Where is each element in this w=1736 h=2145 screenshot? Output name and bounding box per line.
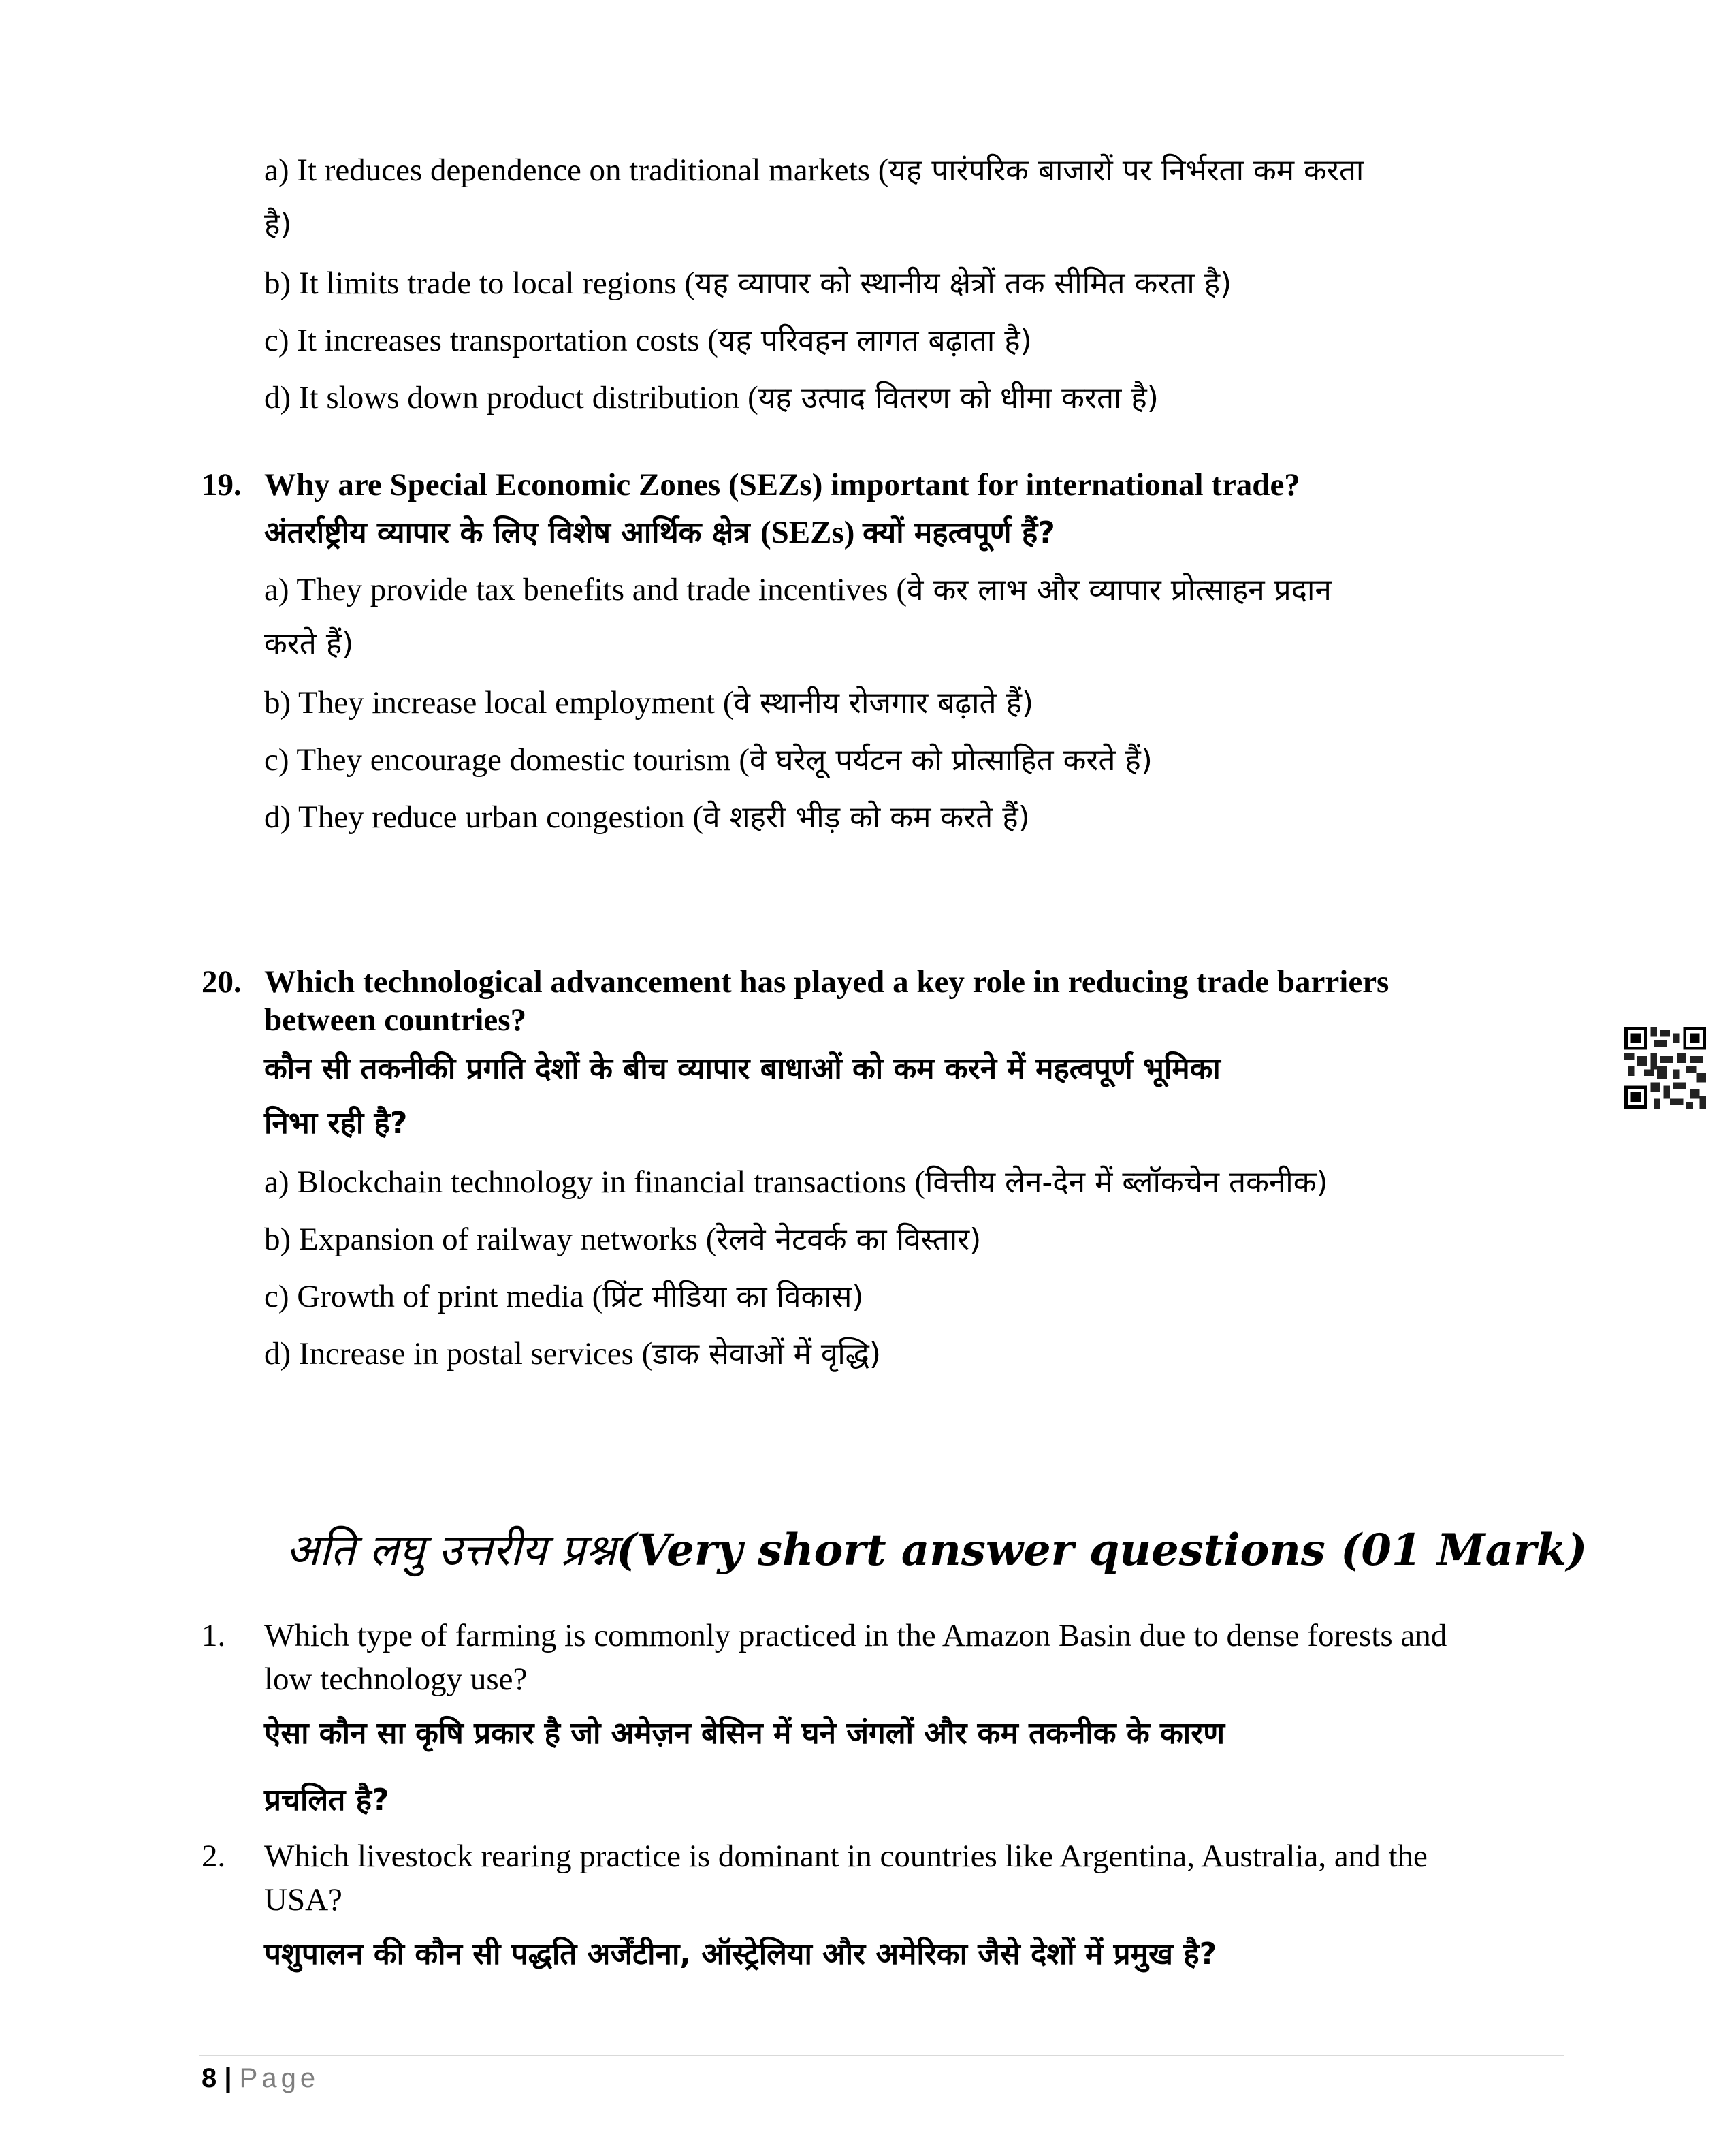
q19-option-a-cont: करते हैं)	[264, 626, 354, 661]
q20-option-a	[264, 1162, 1328, 1203]
vsa-2-hi-line1: पशुपालन की कौन सी पद्धति अर्जेंटीना, ऑस्ट्रेलिया और अमेरिका जैसे देशों में प्रमुख है?	[264, 1937, 1217, 1971]
page-footer	[202, 2063, 319, 2094]
option-en: c) Growth of print media (	[264, 1279, 603, 1314]
q20-option-d	[264, 1333, 881, 1375]
q18-option-a	[264, 150, 1364, 191]
question-hi-part: (SEZs)	[760, 515, 863, 550]
q20-question-hi-line2: निभा रही है?	[264, 1106, 408, 1141]
q20-question-hi-line1: कौन सी तकनीकी प्रगति देशों के बीच व्यापार बाधाओं को कम करने में महत्वपूर्ण भूमिका	[264, 1051, 1221, 1086]
option-hi: वे स्थानीय रोजगार बढ़ाते हैं)	[733, 686, 1034, 720]
q18-option-b	[264, 263, 1232, 304]
option-hi: वे कर लाभ और व्यापार प्रोत्साहन प्रदान	[907, 573, 1332, 607]
q19-question: Why are Special Economic Zones (SEZs) important for international trade?	[264, 467, 1300, 503]
option-en: d) They reduce urban congestion (	[264, 799, 704, 835]
q20-option-c	[264, 1276, 864, 1318]
q19-question-hi	[264, 512, 1055, 554]
page-label: Page	[239, 2063, 320, 2093]
option-en: b) It limits trade to local regions (	[264, 266, 696, 301]
section-heading-en: (Very short answer questions (01 Mark)	[616, 1525, 1588, 1576]
q19-option-a	[264, 569, 1332, 611]
option-hi: डाक सेवाओं में वृद्धि)	[652, 1337, 882, 1371]
option-en: a) They provide tax benefits and trade incentives (	[264, 572, 907, 607]
option-en: a) It reduces dependence on traditional markets (	[264, 153, 889, 188]
option-en: d) It slows down product distribution (	[264, 380, 758, 415]
vsa-1-hi-line1: ऐसा कौन सा कृषि प्रकार है जो अमेज़न बेसिन में घने जंगलों और कम तकनीक के कारण	[264, 1716, 1225, 1751]
option-en: d) Increase in postal services (	[264, 1336, 653, 1371]
q18-option-d	[264, 377, 1159, 419]
question-hi-part: अंतर्राष्ट्रीय व्यापार के लिए विशेष आर्थिक क्षेत्र	[264, 515, 760, 550]
footer-separator: |	[216, 2063, 240, 2093]
question-hi-part: क्यों महत्वपूर्ण हैं?	[863, 515, 1055, 550]
option-en: c) It increases transportation costs (	[264, 323, 718, 358]
vsa-2-line1: Which livestock rearing practice is dominant in countries like Argentina, Australia, and the	[264, 1839, 1428, 1874]
vsa-2-line2: USA?	[264, 1882, 342, 1918]
option-hi: यह व्यापार को स्थानीय क्षेत्रों तक सीमित करता है)	[695, 266, 1232, 301]
page-number: 8	[202, 2063, 217, 2093]
option-hi: वे शहरी भीड़ को कम करते हैं)	[703, 800, 1030, 835]
option-en: c) They encourage domestic tourism (	[264, 742, 750, 778]
option-hi: रेलवे नेटवर्क का विस्तार)	[716, 1222, 982, 1257]
q19-option-b	[264, 682, 1033, 724]
option-en: a) Blockchain technology in financial transactions (	[264, 1164, 926, 1200]
option-hi: यह पारंपरिक बाजारों पर निर्भरता कम करता	[888, 153, 1364, 188]
option-hi: यह परिवहन लागत बढ़ाता है)	[718, 323, 1032, 358]
q18-option-a-cont: है)	[264, 207, 292, 242]
option-hi: यह उत्पाद वितरण को धीमा करता है)	[758, 381, 1159, 415]
option-hi: प्रिंट मीडिया का विकास)	[602, 1280, 864, 1314]
q20-option-b	[264, 1219, 981, 1260]
option-en: b) Expansion of railway networks (	[264, 1222, 717, 1257]
q19-option-d	[264, 797, 1030, 838]
q19-number: 19.	[202, 467, 242, 503]
vsa-1-line1: Which type of farming is commonly practiced in the Amazon Basin due to dense forests and	[264, 1618, 1447, 1653]
q20-question-line2: between countries?	[264, 1002, 527, 1038]
footer-divider	[199, 2055, 1564, 2056]
vsa-2-number: 2.	[202, 1839, 226, 1874]
q20-number: 20.	[202, 964, 242, 1000]
section-heading-hi: अति लघु उत्तरीय प्रश्न	[286, 1525, 617, 1576]
vsa-1-hi-line2: प्रचलित है?	[264, 1783, 389, 1817]
option-hi: वित्तीय लेन-देन में ब्लॉकचेन तकनीक)	[925, 1165, 1328, 1200]
option-hi: वे घरेलू पर्यटन को प्रोत्साहित करते हैं)	[750, 743, 1153, 778]
qr-code	[1624, 1027, 1706, 1109]
q18-option-c	[264, 320, 1032, 362]
section-heading	[286, 1519, 1587, 1578]
vsa-1-number: 1.	[202, 1618, 226, 1653]
q20-question-line1: Which technological advancement has played a key role in reducing trade barriers	[264, 964, 1389, 1000]
option-en: b) They increase local employment (	[264, 685, 734, 720]
q19-option-c	[264, 740, 1153, 781]
vsa-1-line2: low technology use?	[264, 1662, 528, 1697]
